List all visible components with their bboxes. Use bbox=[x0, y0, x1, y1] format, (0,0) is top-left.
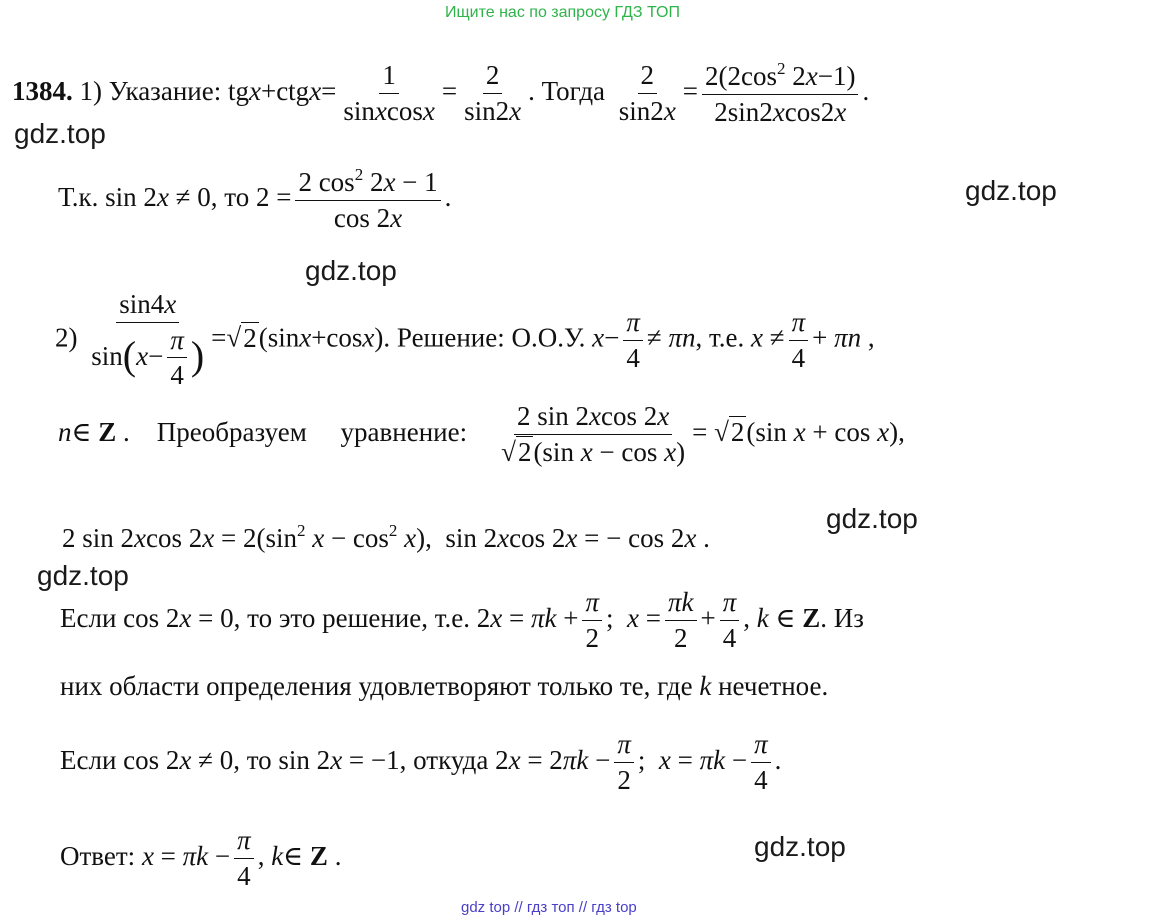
line-8: Если cos 2x ≠ 0, то sin 2x = −1, откуда 2x = 2πk − $\frac{\pi}{2}$ ; x = πk − $\frac{\pi}{4}$ . bbox=[60, 729, 782, 795]
answer-word: Ответ: bbox=[60, 840, 136, 871]
line-6: Если cos 2x = 0, то это решение, т.е. 2x = πk + $\frac{\pi}{2}$ ; x = $\frac{\pi k}{2}$ + $\frac{\pi}{4}$ , k ∈ Z. Из bbox=[60, 587, 864, 653]
domain-line: них области определения удовлетворяют только те, где bbox=[60, 671, 693, 701]
watermark: gdz.top bbox=[965, 175, 1057, 206]
ie-word: , т.е. bbox=[695, 322, 745, 353]
part2-label: 2) bbox=[55, 322, 78, 353]
since-word: Т.к. bbox=[58, 181, 99, 212]
solution-word: . Решение: О.О.У. bbox=[383, 322, 586, 353]
watermark: gdz.top bbox=[37, 560, 129, 591]
watermark: gdz.top bbox=[14, 118, 106, 149]
watermark: gdz.top bbox=[754, 831, 846, 862]
then-word: . Тогда bbox=[528, 75, 606, 106]
line-2: Т.к. sin 2x ≠ 0, то 2 = $\frac{2 \cos^2 2x - 1}{\cos 2x}$ . bbox=[58, 165, 452, 233]
solution-phrase: , то это решение, т.е. bbox=[233, 602, 470, 633]
odd-word: нечетное. bbox=[718, 671, 829, 701]
if-word-2: Если bbox=[60, 744, 117, 775]
footer-links[interactable]: gdz top // гдз топ // гдз top bbox=[461, 899, 637, 916]
whence-word: , откуда bbox=[399, 744, 489, 775]
if2-to: , то bbox=[233, 744, 272, 775]
from-word: . Из bbox=[820, 602, 864, 633]
problem-number: 1384. bbox=[12, 75, 73, 106]
line-1: 1384. 1) Указание: tgx+ctgx= $\frac{1}{\text{sinxcosx}}$ = $\frac{2}{\sin 2x}$ . Тогда $\frac{2}{\sin 2x}$ = $\frac{2(2\cos^2 2x-1)}{2\sin 2xcos2x}$ . bbox=[12, 59, 870, 127]
line-5: 2 sin 2xcos $2x = 2(\sin^2$ $x - \cos^2 x$), sin 2xcos 2x = − cos 2x . bbox=[62, 521, 710, 553]
part1-label: 1) Указание: bbox=[79, 75, 222, 106]
watermark: gdz.top bbox=[305, 255, 397, 286]
search-hint-link[interactable]: Ищите нас по запросу ГДЗ ТОП bbox=[445, 4, 680, 21]
line-4: n∈ Z . Преобразуем уравнение: $\frac{2 \sin 2xcos 2x}{\text{√2(sin x − cos x)}}$ = √2(sin x + cos x), bbox=[58, 401, 905, 467]
watermark: gdz.top bbox=[826, 503, 918, 534]
equation-word: уравнение: bbox=[340, 416, 468, 447]
line-7: них области определения удовлетворяют только те, где k нечетное. bbox=[60, 671, 829, 701]
line-3: 2) sin4x sin(x− $\frac{\pi}{4}$ ) =√2(sinx+cosx). Решение: О.О.У. x− $\frac{\pi}{4}$ ≠ πn, т.е. x ≠ $\frac{\pi}{4}$ + πn , bbox=[55, 289, 875, 391]
transform-word: Преобразуем bbox=[156, 416, 307, 447]
then-to: , то bbox=[210, 181, 250, 212]
answer-line: Ответ: x = πk − $\frac{\pi}{4}$ , k∈ Z . bbox=[60, 825, 342, 891]
if-word: Если bbox=[60, 602, 117, 633]
